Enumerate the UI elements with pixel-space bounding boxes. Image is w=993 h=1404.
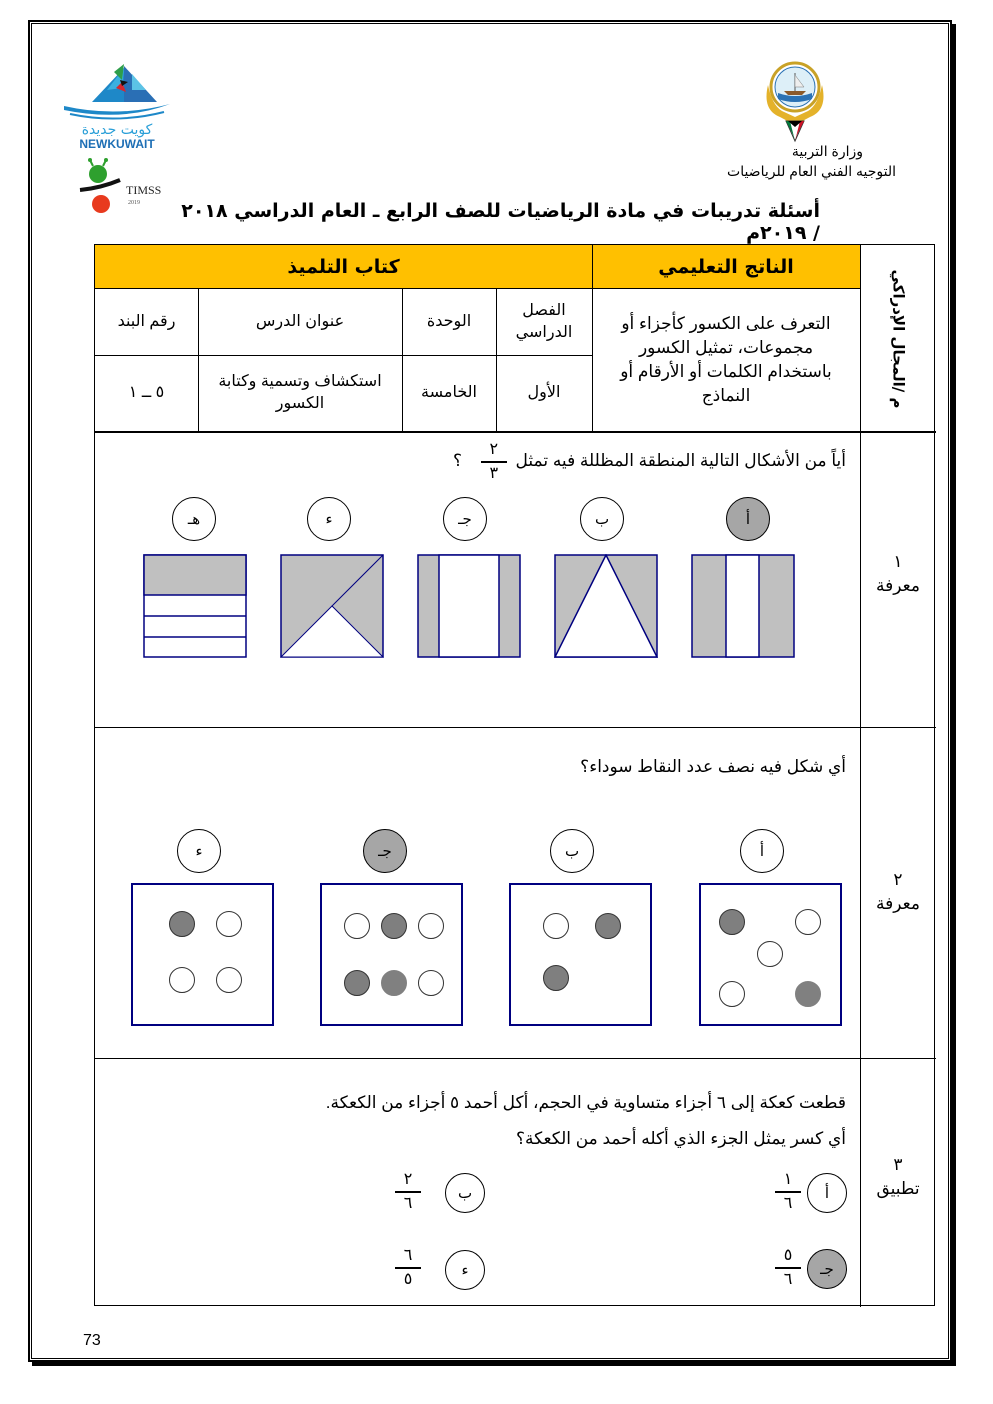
cognitive-domain-header-text: م /المجال الإدراكي — [889, 269, 908, 408]
q2-option-c-label: جـ — [378, 843, 392, 860]
q1-option-c-label: جـ — [458, 511, 472, 528]
dot-white — [719, 981, 745, 1007]
q2-option-b-label: ب — [564, 843, 580, 860]
dot-dark — [543, 965, 569, 991]
val-semester-text: الأول — [527, 384, 561, 401]
cognitive-domain-header — [860, 245, 936, 432]
new-kuwait-arabic: كويت جديدة — [81, 122, 153, 138]
ministry-name: وزارة التربية — [791, 143, 863, 159]
col-item-number-text: رقم البند — [117, 312, 176, 330]
fraction-bar — [395, 1191, 421, 1193]
divider — [95, 431, 936, 433]
dot-white — [169, 967, 195, 993]
q2-option-a-label: أ — [759, 843, 765, 860]
q1-number: ١ — [893, 552, 903, 571]
q3-option-a-label: أ — [824, 1185, 830, 1202]
val-lesson-title-text: استكشاف وتسمية وكتابة الكسور — [218, 373, 382, 412]
book-header — [95, 245, 592, 288]
q3-text-line2: أي كسر يمثل الجزء الذي أكله أحمد من الكعكة؟ — [515, 1129, 846, 1148]
q2-domain: معرفة — [876, 894, 920, 913]
col-unit — [402, 288, 496, 355]
q1-text-before: أياً من الأشكال التالية المنطقة المظللة فيه تمثل — [515, 451, 846, 471]
q1-shape-d — [280, 554, 384, 658]
numerator: ٢ — [403, 1171, 413, 1188]
q3-option-b-label: ب — [457, 1185, 473, 1202]
q1-option-a[interactable] — [726, 497, 770, 541]
fraction-bar — [775, 1191, 801, 1193]
q1-label — [860, 550, 936, 598]
col-lesson-title-text: عنوان الدرس — [255, 312, 345, 330]
val-item-number — [95, 355, 198, 431]
val-unit — [402, 355, 496, 431]
q1-denominator: ٣ — [489, 464, 499, 482]
dot-white — [344, 913, 370, 939]
fraction-bar — [481, 461, 507, 463]
q2-box-a — [699, 883, 842, 1026]
q3-fraction-a — [775, 1171, 801, 1213]
q3-fraction-d — [395, 1247, 421, 1289]
question-table — [94, 244, 935, 1306]
timss-year: 2019 — [128, 200, 140, 206]
document-title: أسئلة تدريبات في مادة الرياضيات للصف الرابع ـ العام الدراسي ٢٠١٨ / ٢٠١٩م — [181, 200, 820, 244]
new-kuwait-english: NEWKUWAIT — [79, 137, 155, 150]
col-item-number — [95, 288, 198, 355]
q3-option-d-label: ء — [461, 1262, 469, 1279]
q1-option-e-label: هـ — [187, 511, 201, 528]
q2-option-d-label: ء — [195, 843, 203, 860]
q1-domain: معرفة — [876, 576, 920, 595]
book-header-text: كتاب التلميذ — [287, 255, 400, 278]
q2-box-c — [320, 883, 463, 1026]
q3-option-b[interactable] — [445, 1173, 485, 1213]
col-semester — [496, 288, 592, 355]
col-semester-text: الفصل الدراسي — [515, 301, 573, 341]
col-lesson-title — [198, 288, 402, 355]
dot-white — [216, 967, 242, 993]
page-number: 73 — [83, 1332, 101, 1349]
q1-fraction — [481, 441, 507, 483]
q3-label — [860, 1153, 936, 1201]
divider — [860, 245, 861, 1307]
q2-option-b[interactable] — [550, 829, 594, 873]
col-unit-text: الوحدة — [426, 312, 472, 330]
q2-text: أي شكل فيه نصف عدد النقاط سوداء؟ — [580, 757, 846, 776]
divider — [95, 727, 936, 728]
numerator: ٥ — [783, 1247, 793, 1264]
q1-option-c[interactable] — [443, 497, 487, 541]
val-item-number-text: ٥ ــ ١ — [128, 384, 165, 401]
dot-white — [795, 909, 821, 935]
q1-option-d[interactable] — [307, 497, 351, 541]
q1-shape-e — [143, 554, 247, 658]
dot-white — [757, 941, 783, 967]
numerator: ٦ — [403, 1247, 413, 1264]
q1-option-b[interactable] — [580, 497, 624, 541]
q2-option-c[interactable] — [363, 829, 407, 873]
dot-dark — [719, 909, 745, 935]
q2-box-d — [131, 883, 274, 1026]
outcome-header — [592, 245, 860, 288]
fraction-bar — [775, 1267, 801, 1269]
val-lesson-title — [198, 355, 402, 431]
dot-dark — [595, 913, 621, 939]
q2-option-d[interactable] — [177, 829, 221, 873]
learning-outcome — [592, 288, 860, 431]
numerator: ١ — [783, 1171, 793, 1188]
q3-fraction-b — [395, 1171, 421, 1213]
q3-option-c-label: جـ — [820, 1261, 834, 1278]
dot-white — [418, 913, 444, 939]
q3-fraction-c — [775, 1247, 801, 1289]
outcome-header-text: الناتج التعليمي — [658, 255, 794, 278]
fraction-bar — [395, 1267, 421, 1269]
q1-text — [453, 441, 846, 483]
timss-text: TIMSS — [126, 183, 162, 197]
denominator: ٦ — [783, 1270, 793, 1288]
dot-white — [543, 913, 569, 939]
q1-shape-b — [554, 554, 658, 658]
val-unit-text: الخامسة — [421, 384, 477, 401]
q3-option-a[interactable] — [807, 1173, 847, 1213]
dot-white — [216, 911, 242, 937]
q3-domain: تطبيق — [876, 1179, 920, 1198]
q1-shape-c — [417, 554, 521, 658]
dot-white — [418, 970, 444, 996]
divider — [95, 1058, 936, 1059]
department-name: التوجيه الفني العام للرياضيات — [727, 163, 896, 179]
dot-dark — [344, 970, 370, 996]
q1-option-b-label: ب — [594, 511, 610, 528]
q2-number: ٢ — [893, 870, 903, 889]
q2-label — [860, 868, 936, 916]
denominator: ٦ — [403, 1194, 413, 1212]
val-semester — [496, 355, 592, 431]
dot-dark — [381, 970, 407, 996]
q2-box-b — [509, 883, 652, 1026]
kuwait-emblem — [760, 55, 830, 145]
q3-option-c[interactable] — [807, 1249, 847, 1289]
q1-option-a-label: أ — [745, 511, 751, 528]
denominator: ٥ — [403, 1270, 413, 1288]
dot-dark — [381, 913, 407, 939]
denominator: ٦ — [783, 1194, 793, 1212]
q2-option-a[interactable] — [740, 829, 784, 873]
q3-text-line1: قطعت كعكة إلى ٦ أجزاء متساوية في الحجم، أكل أحمد ٥ أجزاء من الكعكة. — [325, 1093, 846, 1112]
q1-option-d-label: ء — [325, 511, 333, 528]
q1-option-e[interactable] — [172, 497, 216, 541]
q1-shape-a — [691, 554, 795, 658]
timss-logo — [76, 158, 166, 216]
q1-numerator: ٢ — [489, 441, 499, 458]
q1-text-after: ؟ — [453, 451, 463, 471]
dot-dark — [169, 911, 195, 937]
q3-number: ٣ — [893, 1155, 903, 1174]
q3-option-d[interactable] — [445, 1250, 485, 1290]
new-kuwait-logo — [62, 60, 172, 150]
learning-outcome-text: التعرف على الكسور كأجزاء أو مجموعات، تمثيل الكسور باستخدام الكلمات أو الأرقام أو النماذج — [620, 313, 832, 405]
dot-dark — [795, 981, 821, 1007]
